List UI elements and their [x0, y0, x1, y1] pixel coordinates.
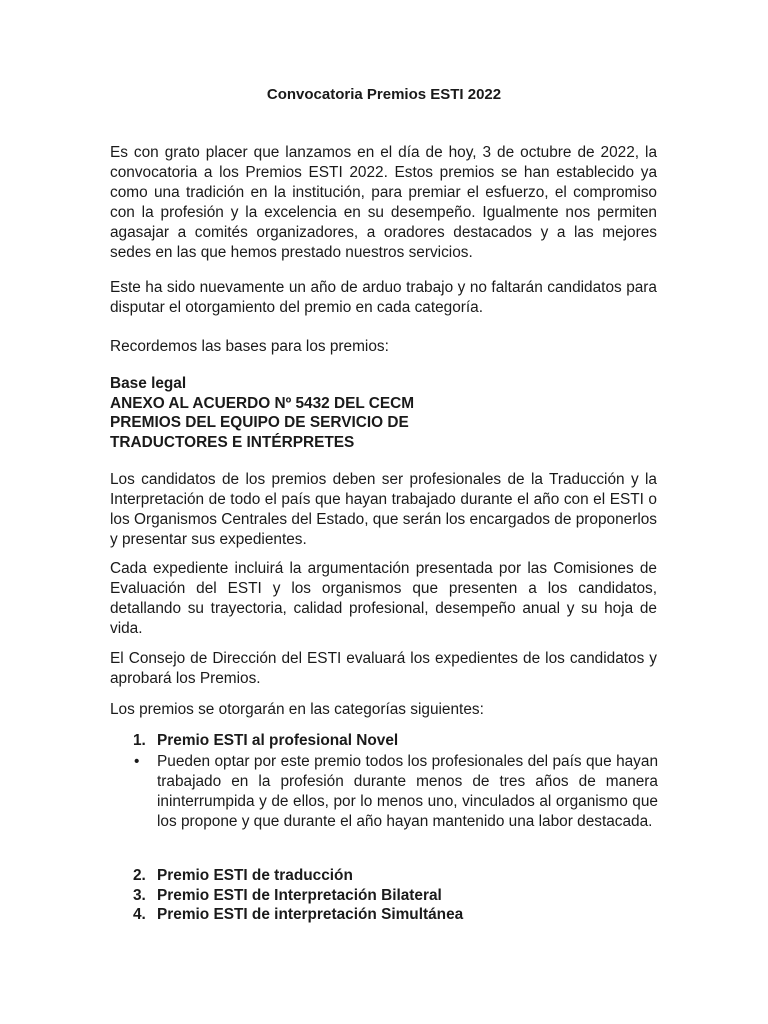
annex-line: ANEXO AL ACUERDO Nº 5432 DEL CECM	[110, 394, 415, 412]
bases-intro: Recordemos las bases para los premios:	[110, 338, 389, 355]
category-number: 4.	[133, 906, 146, 923]
awards-line: PREMIOS DEL EQUIPO DE SERVICIO DE	[110, 414, 409, 431]
category-label: Premio ESTI de interpretación Simultánea	[157, 906, 464, 923]
translators-line: TRADUCTORES E INTÉRPRETES	[110, 433, 355, 451]
category-number: 1.	[133, 732, 146, 749]
base-legal-block	[110, 374, 670, 452]
second-paragraph: Este ha sido nuevamente un año de arduo trabajo y no faltarán candidatos para disputar el otorgamiento del premio en cada categoría.	[110, 279, 657, 316]
category-item	[133, 731, 658, 751]
expediente-paragraph: Cada expediente incluirá la argumentación presentada por las Comisiones de Evaluación del ESTI y los organismos que presenten a los candidatos, detallando su trayectoria, calidad profesional, desempeño anual y su hoja de vida.	[110, 560, 657, 637]
bullet-item	[133, 752, 658, 832]
category-item	[133, 866, 658, 886]
council-paragraph: El Consejo de Dirección del ESTI evaluará los expedientes de los candidatos y aprobará los Premios.	[110, 650, 657, 687]
bullet-text: Pueden optar por este premio todos los profesionales del país que hayan trabajado en la profesión durante menos de tres años de manera ininterrumpida y de ellos, por lo menos uno, vinculados al organismo que los propone y que durante el año hayan mantenido una labor destacada.	[157, 752, 658, 830]
category-number: 2.	[133, 867, 146, 884]
document-title: Convocatoria Premios ESTI 2022	[266, 86, 502, 103]
category-item	[133, 886, 658, 906]
intro-paragraph: Es con grato placer que lanzamos en el día de hoy, 3 de octubre de 2022, la convocatoria a los Premios ESTI 2022. Estos premios se han establecido ya como una tradición en la institución, para premiar el esfuerzo, el compromiso con la profesión y la excelencia en su desempeño. Igualmente nos permiten agasajar a comités organizadores, a oradores destacados y a las mejores sedes en las que hemos prestado nuestros servicios.	[110, 144, 657, 261]
category-item	[133, 905, 658, 925]
category-label: Premio ESTI de Interpretación Bilateral	[157, 886, 442, 904]
bullet-icon: •	[134, 752, 140, 770]
category-list-2	[133, 866, 658, 925]
category-label: Premio ESTI de traducción	[157, 867, 353, 884]
base-legal-heading: Base legal	[110, 375, 187, 392]
category-label: Premio ESTI al profesional Novel	[157, 732, 399, 749]
categories-intro: Los premios se otorgarán en las categorías siguientes:	[110, 701, 484, 718]
candidates-paragraph: Los candidatos de los premios deben ser profesionales de la Traducción y la Interpretación de todo el país que hayan trabajado durante el año con el ESTI o los Organismos Centrales del Estado, que serán los encargados de proponerlos y presentar sus expedientes.	[110, 471, 657, 548]
category-number: 3.	[133, 886, 146, 904]
category-list-1	[133, 731, 658, 832]
